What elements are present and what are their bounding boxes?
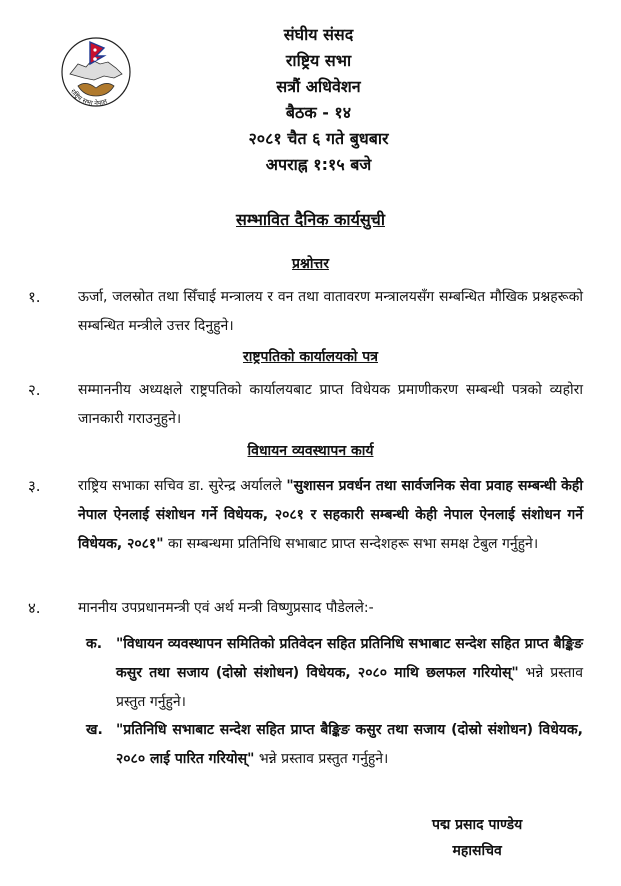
item-text: सम्माननीय अध्यक्षले राष्ट्रपतिको कार्यालयबाट प्राप्त विधेयक प्रमाणीकरण सम्बन्धी पत्रको व्यहोरा जानकारी गराउनुहुने। [78, 382, 583, 427]
sub-item-text [116, 716, 583, 774]
item-text: माननीय उपप्रधानमन्त्री एवं अर्थ मन्त्री विष्णुप्रसाद पौडेलले:- [78, 600, 374, 616]
item-text-post: का सम्बन्धमा प्रतिनिधि सभाबाट प्राप्त सन्देशहरू सभा समक्ष टेबुल गर्नुहुने। [163, 536, 539, 552]
sub-item-text [116, 630, 583, 717]
header-line-parliament: संघीय संसद [283, 25, 354, 44]
item-number: ३. [28, 477, 41, 495]
emblem-caption: राष्ट्रिय सभा नेपाल [68, 87, 109, 108]
item-text-pre: राष्ट्रिय सभाका सचिव डा. सुरेन्द्र अर्यालले [78, 478, 287, 494]
document-header [0, 22, 621, 178]
section-heading-legislation: विधायन व्यवस्थापन कार्य [247, 443, 374, 459]
sub-item-label: ख. [86, 722, 103, 738]
header-line-meeting: बैठक - १४ [285, 103, 352, 122]
header-line-time: अपराह्न १:१५ बजे [265, 155, 372, 174]
header-line-session: सत्रौं अधिवेशन [276, 77, 361, 96]
signature-block [432, 812, 522, 864]
agenda-title: सम्भावित दैनिक कार्यसुची [236, 210, 385, 229]
sub-item-ka [86, 630, 583, 717]
motion-suffix: भन्ने प्रस्ताव प्रस्तुत गर्नुहुने। [254, 751, 389, 767]
motion-title: "प्रतिनिधि सभाबाट सन्देश सहित प्राप्त बैङ्किङ कसुर तथा सजाय (दोस्रो संशोधन) विधेयक, २०८० लाई पारित गरियोस्" [116, 722, 583, 767]
section-heading-questions: प्रश्नोत्तर [292, 256, 329, 272]
motion-suffix: भन्ने प्रस्ताव प्रस्तुत गर्नुहुने। [116, 665, 583, 710]
bill-titles: "सुशासन प्रवर्धन तथा सार्वजनिक सेवा प्रवाह सम्बन्धी केही नेपाल ऐनलाई संशोधन गर्ने विधेयक, २०८१ र सहकारी सम्बन्धी केही नेपाल ऐनलाई संशोधन गर्ने विधेयक, २०८१" [78, 478, 583, 552]
item-number: ४. [28, 599, 41, 617]
signatory-name: पद्म प्रसाद पाण्डेय [432, 817, 523, 833]
sub-item-kha [86, 716, 583, 774]
header-line-assembly: राष्ट्रिय सभा [285, 51, 352, 70]
signatory-role: महासचिव [452, 843, 502, 859]
section-heading-president-letter: राष्ट्रपतिको कार्यालयको पत्र [242, 349, 378, 365]
motion-title: "विधायन व्यवस्थापन समितिको प्रतिवेदन सहित प्रतिनिधि सभाबाट सन्देश सहित प्राप्त बैङ्किङ कसुर तथा सजाय (दोस्रो संशोधन) विधेयक, २०८० माथि छलफल गरियोस्" [116, 636, 583, 681]
agenda-item-1 [28, 283, 583, 341]
item-text [78, 472, 583, 559]
item-number: १. [28, 288, 41, 306]
sub-item-label: क. [86, 636, 103, 652]
item-text: ऊर्जा, जलस्रोत तथा सिँचाई मन्त्रालय र वन तथा वातावरण मन्त्रालयसँग सम्बन्धित मौखिक प्रश्नहरूको सम्बन्धित मन्त्रीले उत्तर दिनुहुने। [78, 289, 583, 334]
agenda-item-2 [28, 376, 583, 434]
item-number: २. [28, 381, 41, 399]
header-line-date: २०८१ चैत ६ गते बुधबार [248, 129, 389, 148]
agenda-item-4 [28, 594, 583, 623]
agenda-item-3 [28, 472, 583, 559]
